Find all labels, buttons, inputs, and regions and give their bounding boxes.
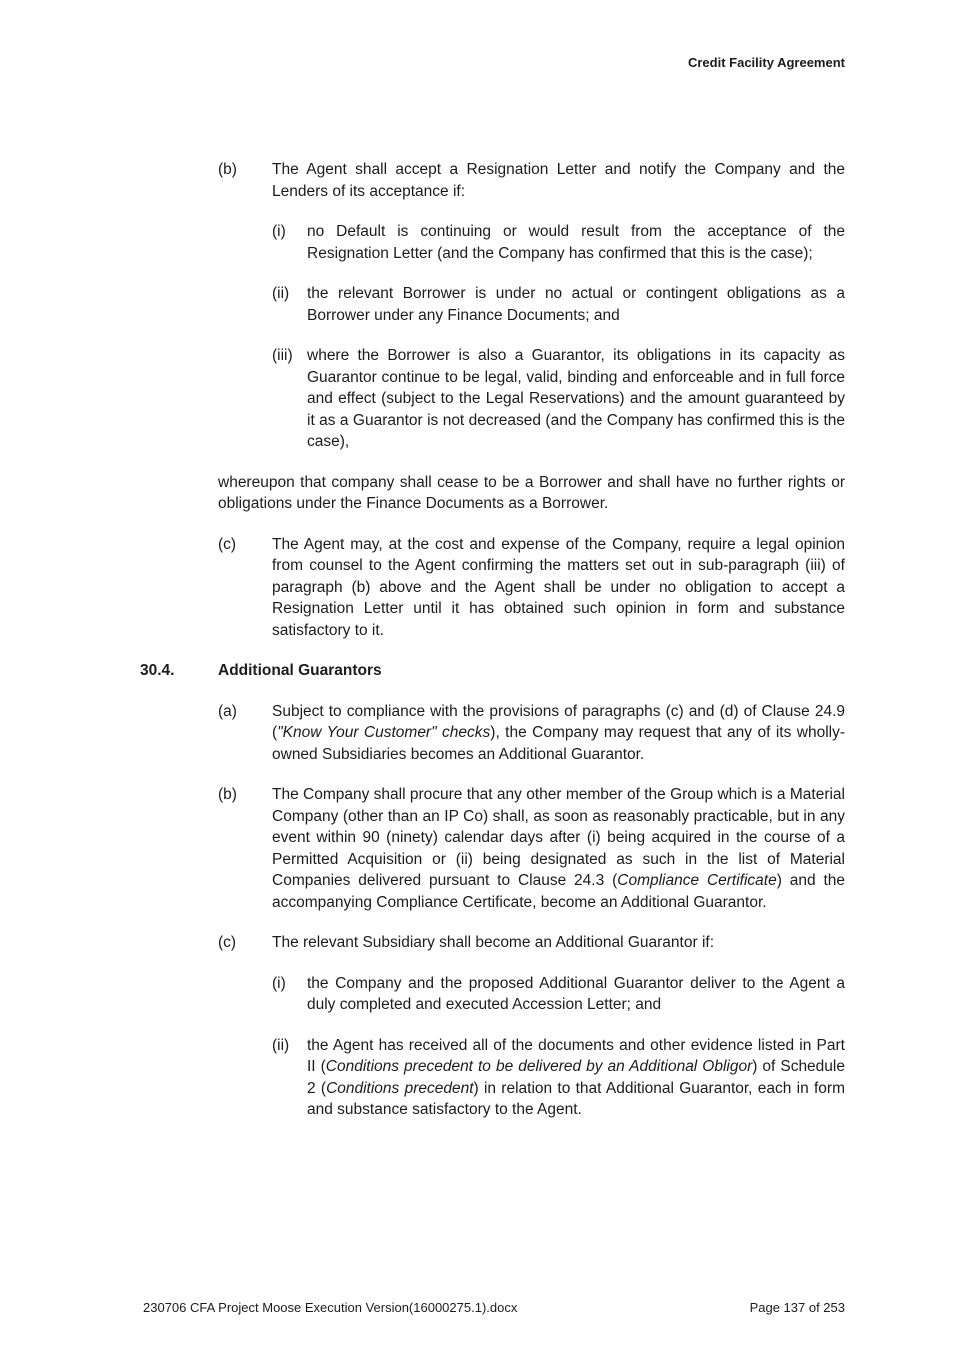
footer-page-number: Page 137 of 253 (749, 1300, 845, 1315)
subparagraph-label: (ii) (272, 1036, 290, 1054)
header-title: Credit Facility Agreement (687, 55, 845, 70)
subparagraph-text: no Default is continuing or would result from the acceptance of the Resignation Letter (and the Company has confirmed that this is the case); (307, 223, 845, 262)
footer-filename: 230706 CFA Project Moose Execution Version(16000275.1).docx (143, 1300, 518, 1315)
subparagraph-text: the relevant Borrower is under no actual or contingent obligations as a Borrower under any Finance Documents; and (307, 285, 845, 324)
paragraph-a (218, 701, 845, 766)
subparagraph-label: (i) (272, 974, 286, 992)
clause-heading-30-4 (140, 660, 845, 682)
paragraph-text: Subject to compliance with the provisions of paragraphs (c) and (d) of Clause 24.9 ("Know Your Customer" checks), the Company may request that any of its wholly-owned Subsidiaries becomes an Additional Guarantor. (272, 702, 845, 763)
paragraph-c (218, 534, 845, 642)
subparagraph-i2 (272, 973, 845, 1016)
paragraph-label: (c) (218, 934, 237, 951)
subparagraph-label: (iii) (272, 347, 293, 364)
clause-number: 30.4. (140, 662, 175, 679)
subparagraph-label: (ii) (272, 285, 290, 302)
page-footer (143, 1300, 845, 1315)
subparagraph-i (272, 221, 845, 264)
subparagraph-label: (i) (272, 223, 286, 240)
subparagraph-text: where the Borrower is also a Guarantor, its obligations in its capacity as Guarantor continue to be legal, valid, binding and enforceable and in full force and effect (subject to the Legal Reservations) and the amount guaranteed by it as a Guarantor is not decreased (and the Company has confirmed this is the case), (307, 347, 845, 450)
subparagraph-ii2 (272, 1035, 845, 1121)
paragraph-label: (a) (218, 702, 237, 720)
paragraph-b2 (218, 784, 845, 913)
subparagraph-ii (272, 283, 845, 326)
continuation-paragraph: whereupon that company shall cease to be a Borrower and shall have no further rights or obligations under the Finance Documents as a Borrower. (218, 473, 845, 512)
paragraph-label: (c) (218, 535, 237, 553)
document-body (140, 159, 845, 1140)
page-header (140, 55, 845, 70)
paragraph-label: (b) (218, 786, 237, 803)
paragraph-c2 (218, 932, 845, 954)
clause-title: Additional Guarantors (218, 662, 382, 679)
paragraph-text: The Agent may, at the cost and expense of the Company, require a legal opinion from counsel to the Agent confirming the matters set out in sub-paragraph (iii) of paragraph (b) above and the Agent shall be under no obligation to accept a Resignation Letter until it has obtained such opinion in form and substance satisfactory to it. (272, 535, 845, 639)
paragraph-label: (b) (218, 161, 237, 178)
subparagraph-text: the Company and the proposed Additional Guarantor deliver to the Agent a duly completed and executed Accession Letter; and (307, 974, 845, 1013)
paragraph-text: The relevant Subsidiary shall become an Additional Guarantor if: (272, 934, 714, 951)
paragraph-text: The Company shall procure that any other member of the Group which is a Material Company (other than an IP Co) shall, as soon as reasonably practicable, but in any event within 90 (ninety) calendar days after (i) being acquired in the course of a Permitted Acquisition or (ii) being designated as such in the list of Material Companies delivered pursuant to Clause 24.3 (Compliance Certificate) and the accompanying Compliance Certificate, become an Additional Guarantor. (272, 786, 845, 911)
paragraph-text: The Agent shall accept a Resignation Letter and notify the Company and the Lenders of its acceptance if: (272, 161, 845, 200)
subparagraph-text: the Agent has received all of the documents and other evidence listed in Part II (Conditions precedent to be delivered by an Additional Obligor) of Schedule 2 (Conditions precedent) in relation to that Additional Guarantor, each in form and substance satisfactory to the Agent. (307, 1036, 845, 1118)
paragraph-b (218, 159, 845, 202)
subparagraph-iii (272, 345, 845, 453)
